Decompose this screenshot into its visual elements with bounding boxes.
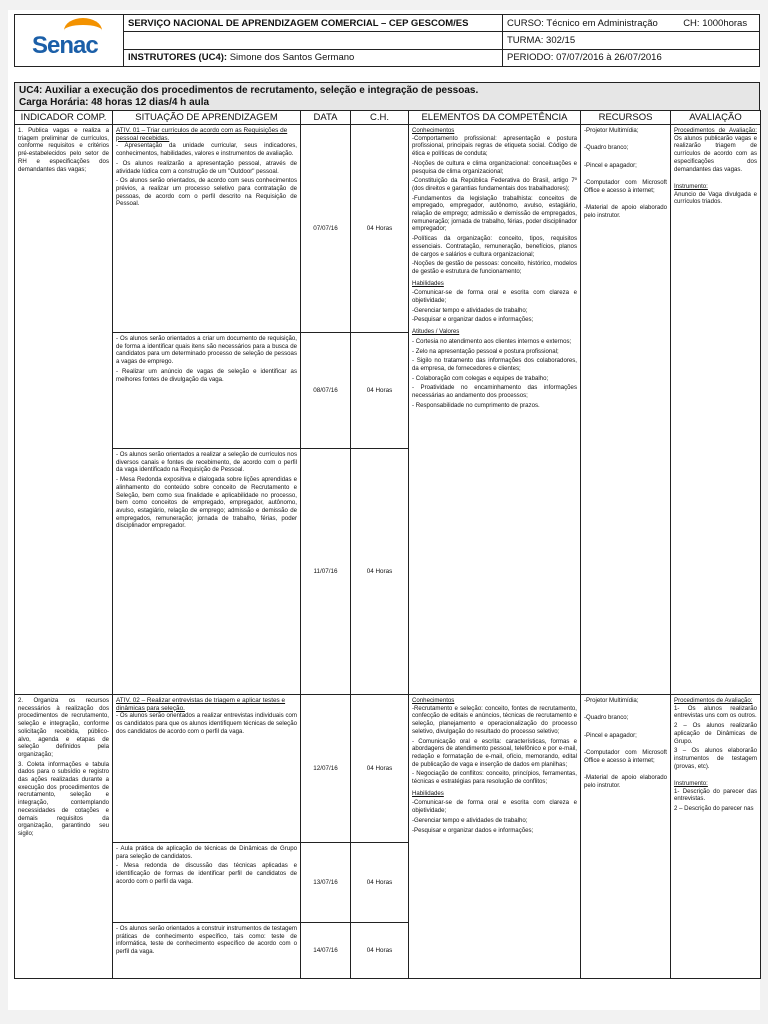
- instrument-item: 2 – Descrição do parecer nas: [674, 805, 754, 813]
- blank-cell: [124, 32, 503, 49]
- resources-cell: [581, 125, 671, 695]
- situation-cell: [113, 923, 301, 979]
- skills-title: Habilidades: [412, 279, 444, 287]
- table-row: [15, 695, 761, 843]
- instrument-title: Instrumento:: [674, 182, 708, 190]
- evaluation-cell: [671, 695, 761, 979]
- period: [503, 49, 760, 66]
- ch-cell: 04 Horas: [351, 449, 409, 695]
- skill-item: -Comunicar-se de forma oral e escrita com clareza e objetividade;: [412, 799, 577, 815]
- situation-text: - Apresentação da unidade curricular, seus indicadores, conhecimentos, habilidades, valores e instrumentos de avaliação.: [116, 142, 297, 158]
- knowledge-item: -Fundamentos da legislação trabalhista: conceitos de empregado, empregador, autônomo, avulso, estagiário, relação de emprego; admissão e demissão de empregados, remuneração; jornada de trabalho, férias, poder disciplinador empregador;: [412, 194, 577, 233]
- activity-title: ATIV. 01 – Triar currículos de acordo com as Requisições de pessoal recebidas.: [116, 127, 288, 142]
- indicator-text: 1. Publica vagas e realiza a triagem preliminar de currículos, conforme requisitos e critérios pré-estabelecidos pelo setor de RH e especificações dos demandantes das vagas;: [18, 127, 109, 173]
- evaluation-procedures-title: Procedimentos de Avaliação:: [674, 697, 753, 704]
- course-name: CURSO: Técnico em Administração: [503, 15, 680, 32]
- resource-item: -Material de apoio elaborado pelo instrutor.: [584, 204, 667, 220]
- attitude-item: - Responsabilidade no cumprimento de prazos.: [412, 401, 540, 409]
- date-cell: 12/07/16: [301, 695, 351, 843]
- knowledge-item: -Recrutamento e seleção: conceito, fontes de recrutamento, confecção de editais e anúncios, técnicas de recrutamento e seleção, planejamento e operacionalização do processo seletivo, divulgação do resultado do processo seletivo;: [412, 704, 577, 735]
- ch-cell: 04 Horas: [351, 695, 409, 843]
- date-cell: 13/07/16: [301, 843, 351, 923]
- knowledge-item: - Comunicação oral e escrita: características, formas e abordagens de atendimento pessoal, telefônico e por e-mail, redação e formatação de e-mail, ofício, memorando, edital de publicação de vaga e inserção de dados em planilhas;: [412, 737, 577, 768]
- col-ch: C.H.: [351, 111, 409, 125]
- knowledge-item: -Noções de gestão de pessoas: conceito, histórico, modelos de gestão e estrutura de funcionamento;: [412, 260, 577, 275]
- attitude-item: - Sigilo no tratamento das informações dos colaboradores, da empresa, de fornecedores e clientes;: [412, 357, 577, 372]
- situation-text: - Os alunos serão orientados, de acordo com seus conhecimentos prévios, a realizar um processo seletivo para contratação de pessoas, de acordo com o perfil descrito na Requisição de Pessoal.: [116, 177, 297, 208]
- date-cell: 11/07/16: [301, 449, 351, 695]
- ch-cell: 04 Horas: [351, 125, 409, 333]
- evaluation-cell: [671, 125, 761, 695]
- resource-item: -Material de apoio elaborado pelo instrutor.: [584, 774, 667, 790]
- skill-item: -Comunicar-se de forma oral e escrita com clareza e objetividade;: [412, 289, 577, 305]
- date-cell: 14/07/16: [301, 923, 351, 979]
- unit-banner: [14, 82, 760, 112]
- instructors: [124, 49, 503, 66]
- institution-name: SERVIÇO NACIONAL DE APRENDIZAGEM COMERCIAL – CEP GESCOM/ES: [124, 15, 503, 32]
- resource-item: -Computador com Microsoft Office e acesso à internet;: [584, 179, 667, 194]
- period-label: PERIODO:: [507, 52, 554, 64]
- situation-text: - Os alunos realizarão a apresentação pessoal, através de atividade lúdica com a construção de um "Outdoor" pessoal.: [116, 159, 297, 175]
- ch-cell: 04 Horas: [351, 843, 409, 923]
- indicator-cell: [15, 695, 113, 979]
- col-elements: ELEMENTOS DA COMPETÊNCIA: [409, 111, 581, 125]
- situation-text: - Realizar um anúncio de vagas de seleção e identificar as melhores fontes de divulgação da vaga.: [116, 367, 297, 383]
- resource-item: -Quadro branco;: [584, 144, 629, 152]
- resources-cell: [581, 695, 671, 979]
- evaluation-item: 3 – Os alunos elaborarão instrumentos de testagem (provas, etc).: [674, 747, 757, 770]
- class-number: TURMA: 302/15: [503, 32, 760, 49]
- evaluation-item: 1- Os alunos realizarão entrevistas uns com os outros.: [674, 704, 757, 720]
- course-hours: CH: 1000horas: [679, 15, 759, 32]
- date-cell: 07/07/16: [301, 125, 351, 333]
- resource-item: -Pincel e apagador;: [584, 161, 637, 169]
- logo-text: Senac: [32, 32, 98, 59]
- knowledge-title: Conhecimentos: [412, 697, 455, 704]
- resource-item: -Projetor Multimídia;: [584, 127, 639, 134]
- skills-title: Habilidades: [412, 789, 444, 797]
- date-cell: 08/07/16: [301, 333, 351, 449]
- senac-logo: [28, 16, 110, 62]
- elements-cell: [409, 695, 581, 979]
- skill-item: -Gerenciar tempo e atividades de trabalho;: [412, 816, 528, 824]
- situation-cell: [113, 695, 301, 843]
- ch-cell: 04 Horas: [351, 333, 409, 449]
- knowledge-item: -Noções de cultura e clima organizacional: conceituações e pesquisa de clima organizacional;: [412, 159, 577, 175]
- situation-text: - Os alunos serão orientados a construir instrumentos de testagem práticas de conhecimento específico, tais como: teste de informática, teste de conhecimento específico de acordo com o perfil da vaga.: [116, 925, 297, 956]
- situation-cell: [113, 125, 301, 333]
- situation-text: - Aula prática de aplicação de técnicas de Dinâmicas de Grupo para seleção de candidatos.: [116, 845, 297, 860]
- knowledge-item: -Constituição da República Federativa do Brasil, artigo 7º (dos direitos e garantias fundamentais dos trabalhadores);: [412, 177, 577, 192]
- column-headers: [15, 111, 761, 125]
- skill-item: -Pesquisar e organizar dados e informações;: [412, 316, 534, 324]
- instrument-item: 1- Descrição do parecer das entrevistas.: [674, 787, 757, 803]
- skill-item: -Gerenciar tempo e atividades de trabalho;: [412, 306, 528, 314]
- knowledge-item: -Políticas da organização: conceito, tipos, requisitos essenciais. Contratação, remuneração, benefícios, planos de cargos e salários e cultura organizacional;: [412, 235, 577, 258]
- ch-cell: 04 Horas: [351, 923, 409, 979]
- knowledge-title: Conhecimentos: [412, 127, 455, 134]
- indicator-text: 2. Organiza os recursos necessários à realização dos procedimentos de recrutamento, seleção e integração, conforme solicitação recebida, público-alvo, agenda e etapas de seleção definidos pela organização;: [18, 697, 109, 758]
- attitudes-title: Atitudes / Valores: [412, 328, 460, 336]
- instrument-text: Anuncio de Vaga divulgada e currículos triados.: [674, 190, 757, 206]
- skill-item: -Pesquisar e organizar dados e informações;: [412, 826, 534, 834]
- table-row: [15, 125, 761, 333]
- indicator-cell: [15, 125, 113, 695]
- period-value: 07/07/2016 à 26/07/2016: [556, 52, 662, 64]
- situation-cell: [113, 333, 301, 449]
- situation-cell: [113, 843, 301, 923]
- resource-item: -Computador com Microsoft Office e acesso à internet;: [584, 749, 667, 764]
- evaluation-procedures-text: Os alunos publicarão vagas e realizarão triagem de currículos de acordo com as especificações dos demandantes das vagas.: [674, 134, 757, 173]
- activity-title: ATIV. 02 – Realizar entrevistas de triagem e aplicar testes e dinâmicas para seleção.: [116, 697, 286, 712]
- col-date: DATA: [301, 111, 351, 125]
- resource-item: -Quadro branco;: [584, 714, 629, 722]
- knowledge-item: - Negociação de conflitos: conceito, princípios, ferramentas, técnicas e estratégias para resolução de conflitos;: [412, 770, 577, 786]
- document-page: [8, 10, 760, 1010]
- col-indicator: INDICADOR COMP.: [15, 111, 113, 125]
- col-evaluation: AVALIAÇÃO: [671, 111, 761, 125]
- instrument-title: Instrumento:: [674, 780, 708, 788]
- situation-text: - Mesa redonda de discussão das técnicas aplicadas e identificação de formas de identificar perfil de candidatos de acordo com o perfil da vaga.: [116, 862, 297, 885]
- attitude-item: - Colaboração com colegas e equipes de trabalho;: [412, 374, 549, 382]
- situation-text: - Os alunos serão orientados a criar um documento de requisição, de forma a identificar quais itens são necessários para a busca de candidatos para um determinado processo de seleção de pessoas a vagas de emprego.: [116, 335, 297, 366]
- evaluation-procedures-title: Procedimentos de Avaliação:: [674, 127, 757, 134]
- indicator-text: 3. Coleta informações e tabula dados para o subsídio e registro das ações realizadas durante a execução dos procedimentos de recrutamento, seleção e integração, contemplando necessidades de cotações e demais requisitos da organização, garantindo seu sigilo;: [18, 760, 109, 837]
- unit-title: UC4: Auxiliar a execução dos procedimentos de recrutamento, seleção e integração de pessoas.: [19, 85, 479, 96]
- attitude-item: - Proatividade no encaminhamento das informações necessárias ao andamento dos processos;: [412, 384, 577, 400]
- attitude-item: - Cortesia no atendimento aos clientes internos e externos;: [412, 337, 572, 345]
- situation-cell: [113, 449, 301, 695]
- elements-cell: [409, 125, 581, 695]
- resource-item: -Pincel e apagador;: [584, 731, 637, 739]
- situation-text: - Mesa Redonda expositiva e dialogada sobre lições aprendidas e alinhamento do conteúdo sobre conceito de Recrutamento e Seleção, bem como sua finalidade e aplicabilidade no processo, bem como conceitos de empregado, empregador, autônomo, avulso, estagiário, relação de emprego; admissão e demissão de empregados, remuneração; jornada de trabalho, férias, poder disciplinador empregador.: [116, 476, 297, 530]
- resource-item: -Projetor Multimídia;: [584, 697, 639, 704]
- knowledge-item: -Comportamento profissional: apresentação e postura profissional, principais regras de etiqueta social. Código de ética e políticas de conduta;: [412, 134, 577, 158]
- lesson-plan-table: [14, 110, 761, 979]
- col-situation: SITUAÇÃO DE APRENDIZAGEM: [113, 111, 301, 125]
- situation-text: - Os alunos serão orientados a realizar a seleção de currículos nos diversos canais e fontes de recebimento, de acordo com o perfil da vaga identificado na Requisição de Pessoal.: [116, 451, 297, 474]
- situation-text: - Os alunos serão orientados a realizar entrevistas individuais com os candidatos para que os alunos identifiquem técnicas de seleção dos candidatos de acordo com o perfil da vaga.: [116, 712, 297, 735]
- instructors-label: INSTRUTORES (UC4):: [128, 52, 228, 64]
- col-resources: RECURSOS: [581, 111, 671, 125]
- unit-workload: Carga Horária: 48 horas 12 dias/4 h aula: [19, 97, 210, 108]
- evaluation-item: 2 – Os alunos realizarão aplicação de Dinâmicas de Grupo.: [674, 722, 757, 745]
- attitude-item: - Zelo na apresentação pessoal e postura profissional;: [412, 347, 559, 355]
- instructors-name: Simone dos Santos Germano: [229, 52, 355, 64]
- header-table: [14, 14, 760, 67]
- logo-cell: [15, 15, 124, 67]
